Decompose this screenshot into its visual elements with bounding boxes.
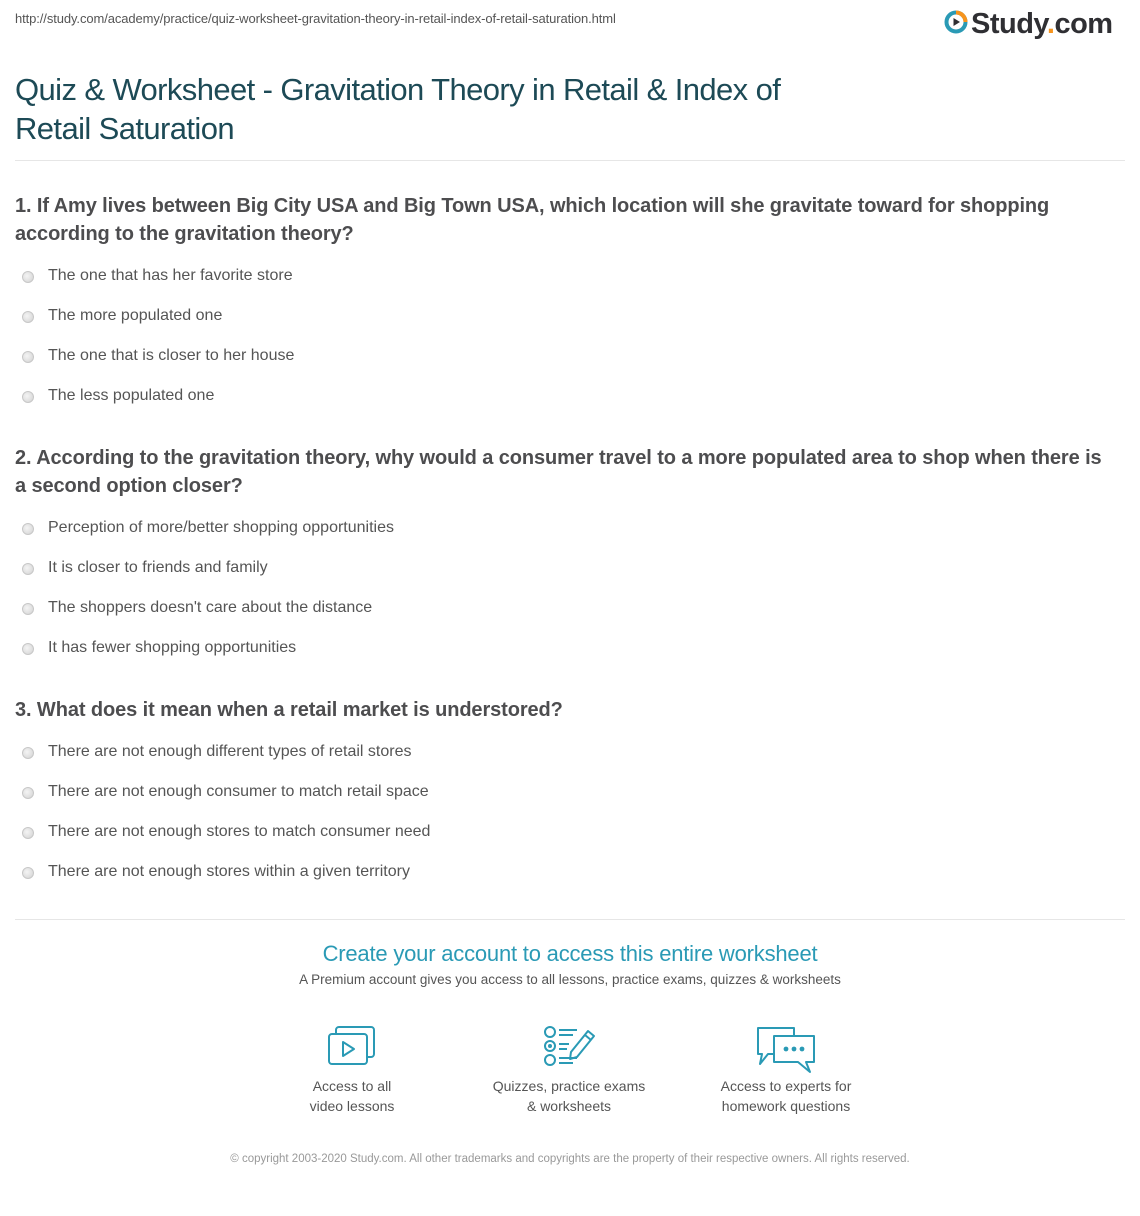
answer-option[interactable]: The one that has her favorite store <box>22 256 294 296</box>
radio-button[interactable] <box>22 643 34 655</box>
radio-button[interactable] <box>22 271 34 283</box>
radio-button[interactable] <box>22 867 34 879</box>
radio-button[interactable] <box>22 563 34 575</box>
radio-button[interactable] <box>22 523 34 535</box>
quiz-checklist-icon <box>479 1024 659 1068</box>
study-logo[interactable] <box>944 9 1113 39</box>
answer-option[interactable]: The one that is closer to her house <box>22 336 294 376</box>
answer-option[interactable]: There are not enough different types of retail stores <box>22 732 430 772</box>
question-1-text: 1. If Amy lives between Big City USA and Big Town USA, which location will she gravitate toward for shopping according to the gravitation theory? <box>15 195 1050 245</box>
cta-subtitle: A Premium account gives you access to all lessons, practice exams, quizzes & worksheets <box>299 972 841 987</box>
logo-text: Study.com <box>971 8 1113 40</box>
chat-bubbles-icon <box>696 1024 876 1074</box>
question-3-text: 3. What does it mean when a retail market is understored? <box>15 699 563 721</box>
answer-option[interactable]: The more populated one <box>22 296 294 336</box>
question-2-options <box>22 508 394 668</box>
divider <box>15 919 1125 920</box>
cta-title-link[interactable]: Create your account to access this entire worksheet <box>322 941 818 966</box>
question-3-options <box>22 732 430 892</box>
answer-option[interactable]: It has fewer shopping opportunities <box>22 628 394 668</box>
radio-button[interactable] <box>22 311 34 323</box>
divider <box>15 160 1125 161</box>
feature-experts: Access to experts for homework questions <box>696 1024 876 1116</box>
play-circle-icon <box>944 10 971 39</box>
copyright-footer: © copyright 2003-2020 Study.com. All other trademarks and copyrights are the property of their respective owners. All rights reserved. <box>230 1153 910 1165</box>
answer-option[interactable]: There are not enough stores within a given territory <box>22 852 430 892</box>
answer-option[interactable]: Perception of more/better shopping opportunities <box>22 508 394 548</box>
answer-option[interactable]: There are not enough consumer to match retail space <box>22 772 430 812</box>
radio-button[interactable] <box>22 827 34 839</box>
question-2-text: 2. According to the gravitation theory, why would a consumer travel to a more populated area to shop when there is a second option closer? <box>15 447 1102 497</box>
radio-button[interactable] <box>22 603 34 615</box>
feature-video-lessons: Access to all video lessons <box>262 1024 442 1116</box>
radio-button[interactable] <box>22 787 34 799</box>
radio-button[interactable] <box>22 747 34 759</box>
page-url: http://study.com/academy/practice/quiz-worksheet-gravitation-theory-in-retail-index-of-retail-saturation.html <box>15 11 616 26</box>
radio-button[interactable] <box>22 351 34 363</box>
video-lessons-icon <box>262 1024 442 1068</box>
question-1-options <box>22 256 294 416</box>
answer-option[interactable]: There are not enough stores to match consumer need <box>22 812 430 852</box>
page-title: Quiz & Worksheet - Gravitation Theory in Retail & Index of Retail Saturation <box>15 72 781 146</box>
answer-option[interactable]: The shoppers doesn't care about the distance <box>22 588 394 628</box>
radio-button[interactable] <box>22 391 34 403</box>
answer-option[interactable]: The less populated one <box>22 376 294 416</box>
answer-option[interactable]: It is closer to friends and family <box>22 548 394 588</box>
feature-quizzes: Quizzes, practice exams & worksheets <box>479 1024 659 1116</box>
